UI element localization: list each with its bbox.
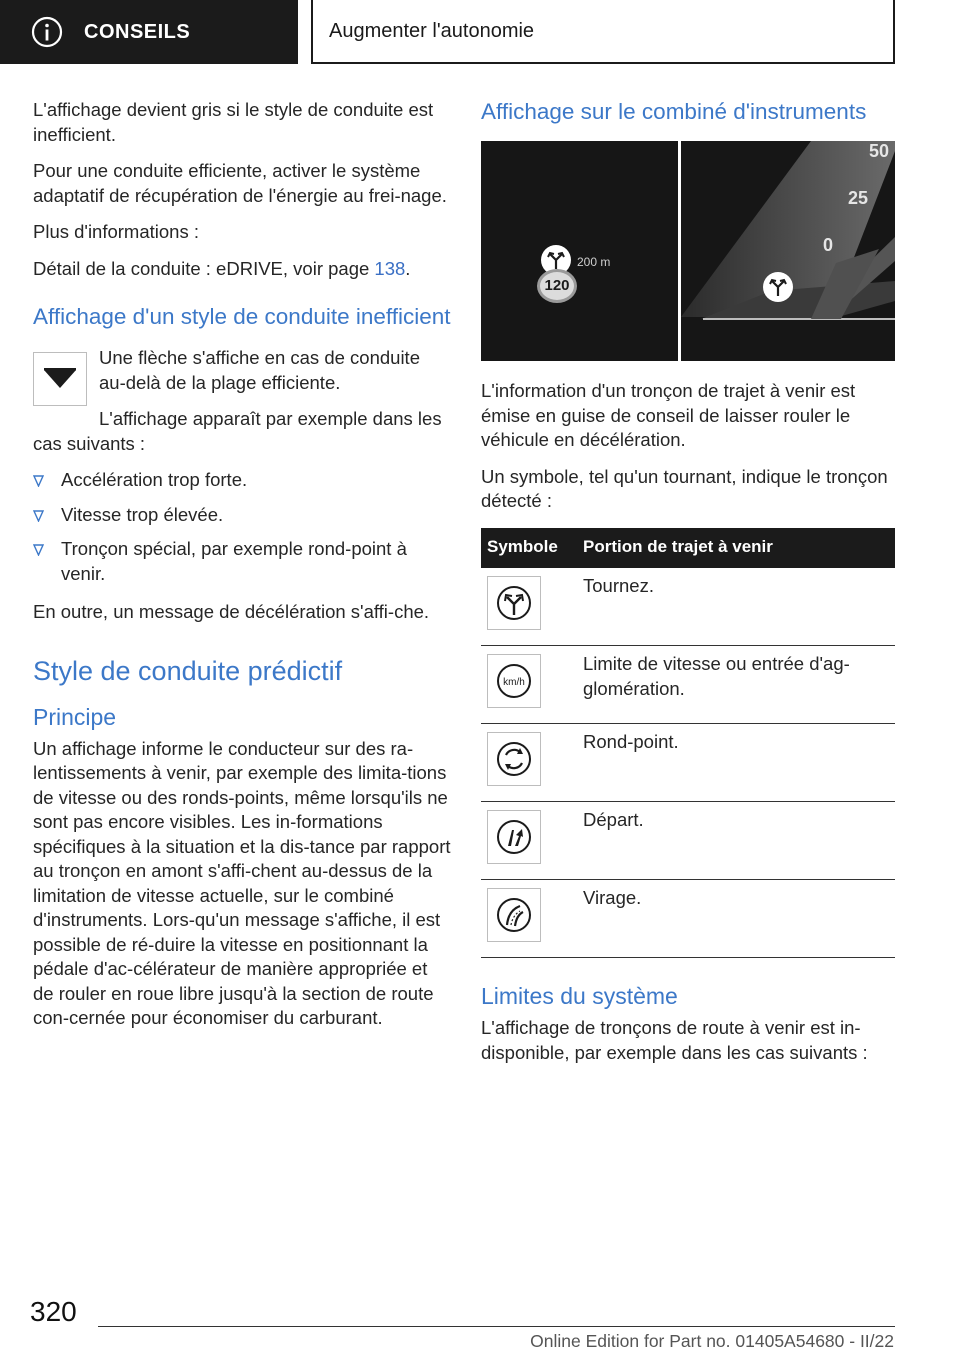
symbol-table [481, 528, 895, 959]
table-cell: Tournez. [577, 568, 895, 646]
turn-icon [494, 583, 534, 623]
scale-label: 0 [823, 235, 834, 255]
scale-label: 25 [848, 188, 869, 208]
list-item-text: Tronçon spécial, par exemple rond-point à venir. [61, 538, 407, 584]
down-arrow-symbol [33, 352, 87, 406]
instrument-cluster-image [481, 141, 895, 361]
section-label: CONSEILS [84, 20, 191, 43]
paragraph: L'affichage devient gris si le style de conduite est inefficient. [33, 99, 434, 145]
list-item [33, 503, 451, 528]
table-row [481, 880, 895, 958]
paragraph: Pour une conduite efficiente, activer le système adaptatif de récupération de l'énergie au frei-nage. [33, 160, 447, 206]
bullet-list [33, 468, 451, 586]
paragraph: L'information d'un tronçon de trajet à venir est émise en guise de conseil de laisser rouler le véhicule en décélération. [481, 380, 856, 450]
footer-divider [98, 1326, 895, 1327]
table-row [481, 724, 895, 802]
turn-sign-scale [763, 272, 793, 302]
paragraph: Un symbole, tel qu'un tournant, indique le tronçon détecté : [481, 465, 888, 511]
table-cell: Rond-point. [577, 724, 895, 802]
speed-limit-sign: 120 [537, 269, 577, 303]
left-column [33, 98, 451, 1043]
paragraph: Un affichage informe le conducteur sur des ra-lentissements à venir, par exemple des limita-tions de vitesse ou des ronds-points, même lorsqu'ils ne sont pas encore visibles. Les in-formations spécifiques à la situation et la dis-tance par rapport au tronçon en amont s'affi-chent au-dessus de la limitation de vitesse actuelle, sur le combiné d'instruments. Lors-qu'un message s'affiche, il est possible de ré-duire la vitesse en positionnant la pédale d'ac-célérateur de manière appropriée et de rouler en roue libre jusqu'à la section de route con-cernée pour économiser du carburant. [33, 737, 451, 1028]
svg-text:km/h: km/h [503, 677, 525, 688]
header-section-tab [0, 0, 298, 64]
table-row [481, 646, 895, 724]
page-number: 320 [30, 1296, 77, 1327]
heading-inefficient: Affichage d'un style de conduite inefficient [33, 304, 451, 329]
heading-principle: Principe [33, 703, 117, 730]
departure-icon [494, 817, 534, 857]
table-header: Portion de trajet à venir [577, 528, 895, 568]
reference-end: . [405, 257, 411, 279]
paragraph: L'affichage de tronçons de route à venir est in-disponible, par exemple dans les cas suivants : [481, 1017, 868, 1063]
right-column [481, 98, 896, 1077]
table-cell: Départ. [577, 802, 895, 880]
triangle-bullet-icon [33, 475, 44, 487]
paragraph: En outre, un message de décélération s'affi-che. [33, 601, 430, 622]
turn-icon [545, 249, 567, 271]
kmh-icon [494, 661, 534, 701]
triangle-bullet-icon [33, 544, 44, 556]
list-item-text: Accélération trop forte. [61, 469, 248, 490]
heading-cluster: Affichage sur le combiné d'instruments [481, 99, 867, 124]
chapter-title: Augmenter l'autonomie [329, 19, 535, 42]
paragraph: Plus d'informations : [33, 221, 199, 242]
table-row [481, 568, 895, 646]
table-cell: Virage. [577, 880, 895, 958]
heading-predictive: Style de conduite prédictif [33, 655, 343, 686]
scale-label: 50 [869, 141, 890, 161]
curve-icon [494, 895, 534, 935]
table-header-row [481, 528, 895, 568]
edition-note: Online Edition for Part no. 01405A54680 - II/22 [530, 1331, 894, 1351]
paragraph: L'affichage apparaît par exemple dans les cas suivants : [33, 408, 442, 454]
table-row [481, 802, 895, 880]
distance-readout: 200 m [577, 255, 611, 269]
turn-icon [767, 276, 789, 298]
triangle-bullet-icon [33, 510, 44, 522]
paragraph: Une flèche s'affiche en cas de conduite au-delà de la plage efficiente. [99, 347, 420, 393]
reference-text: Détail de la conduite : eDRIVE, voir page [33, 257, 375, 279]
down-arrow-icon [42, 364, 78, 394]
roundabout-icon [494, 739, 534, 779]
heading-limits: Limites du système [481, 983, 678, 1009]
paragraph-reference [33, 257, 451, 282]
header-title-box [311, 0, 895, 64]
page-link[interactable]: 138 [374, 257, 406, 279]
info-icon [30, 15, 64, 49]
table-cell: Limite de vitesse ou entrée d'ag-glomération. [577, 646, 895, 724]
list-item [33, 468, 451, 493]
list-item [33, 537, 451, 586]
table-header: Symbole [481, 528, 577, 568]
list-item-text: Vitesse trop élevée. [61, 503, 224, 525]
